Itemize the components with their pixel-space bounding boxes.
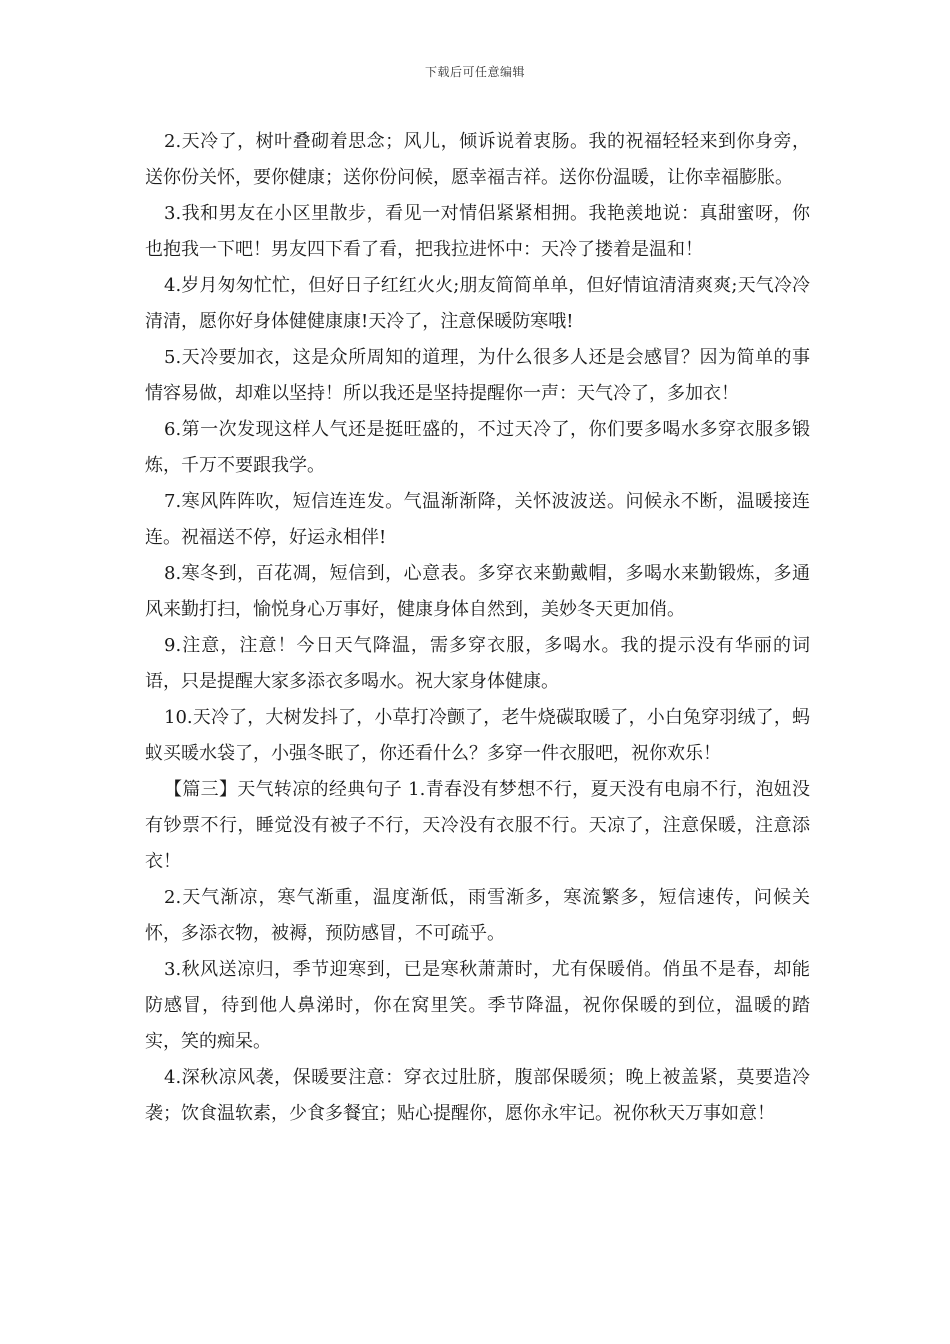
paragraph-13: 4.深秋凉风袭，保暖要注意：穿衣过肚脐，腹部保暖须；晚上被盖紧，莫要造冷袭；饮食温软素，少食多餐宜；贴心提醒你，愿你永牢记。祝你秋天万事如意！ (145, 1067, 810, 1124)
paragraph-10: 【篇三】天气转凉的经典句子 1.青春没有梦想不行，夏天没有电扇不行，泡妞没有钞票不行，睡觉没有被子不行，天冷没有衣服不行。天凉了，注意保暖，注意添衣！ (145, 779, 810, 872)
page-header: 下载后可任意编辑 (424, 65, 525, 79)
paragraph-2: 3.我和男友在小区里散步，看见一对情侣紧紧相拥。我艳羡地说：真甜蜜呀，你也抱我一下吧！男友四下看了看，把我拉进怀中：天冷了搂着是温和！ (145, 203, 810, 260)
paragraph-9: 10.天冷了，大树发抖了，小草打冷颤了，老牛烧碳取暖了，小白兔穿羽绒了，蚂蚁买暖水袋了，小强冬眠了，你还看什么？多穿一件衣服吧，祝你欢乐！ (145, 707, 810, 764)
paragraph-12: 3.秋风送凉归，季节迎寒到，已是寒秋萧萧时，尤有保暖俏。俏虽不是春，却能防感冒，待到他人鼻涕时，你在窝里笑。季节降温，祝你保暖的到位，温暖的踏实，笑的痴呆。 (145, 959, 810, 1052)
paragraph-7: 8.寒冬到，百花凋，短信到，心意表。多穿衣来勤戴帽，多喝水来勤锻炼，多通风来勤打扫，愉悦身心万事好，健康身体自然到，美妙冬天更加俏。 (145, 563, 810, 620)
paragraph-3: 4.岁月匆匆忙忙，但好日子红红火火;朋友简简单单，但好情谊清清爽爽;天气冷冷清清，愿你好身体健健康康!天冷了，注意保暖防寒哦! (145, 275, 810, 332)
paragraph-8: 9.注意，注意！今日天气降温，需多穿衣服，多喝水。我的提示没有华丽的词语，只是提醒大家多添衣多喝水。祝大家身体健康。 (145, 635, 810, 692)
paragraph-1: 2.天冷了，树叶叠砌着思念；风儿，倾诉说着衷肠。我的祝福轻轻来到你身旁，送你份关怀，要你健康；送你份问候，愿幸福吉祥。送你份温暖，让你幸福膨胀。 (145, 131, 810, 188)
paragraph-5: 6.第一次发现这样人气还是挺旺盛的，不过天冷了，你们要多喝水多穿衣服多锻炼，千万不要跟我学。 (145, 419, 810, 476)
paragraph-6: 7.寒风阵阵吹，短信连连发。气温渐渐降，关怀波波送。问候永不断，温暖接连连。祝福送不停，好运永相伴! (145, 491, 810, 548)
document-body (145, 124, 810, 1132)
paragraph-4: 5.天冷要加衣，这是众所周知的道理，为什么很多人还是会感冒？因为简单的事情容易做，却难以坚持！所以我还是坚持提醒你一声：天气冷了，多加衣！ (145, 347, 810, 404)
paragraph-11: 2.天气渐凉，寒气渐重，温度渐低，雨雪渐多，寒流繁多，短信速传，问候关怀，多添衣物，被褥，预防感冒，不可疏乎。 (145, 887, 810, 944)
